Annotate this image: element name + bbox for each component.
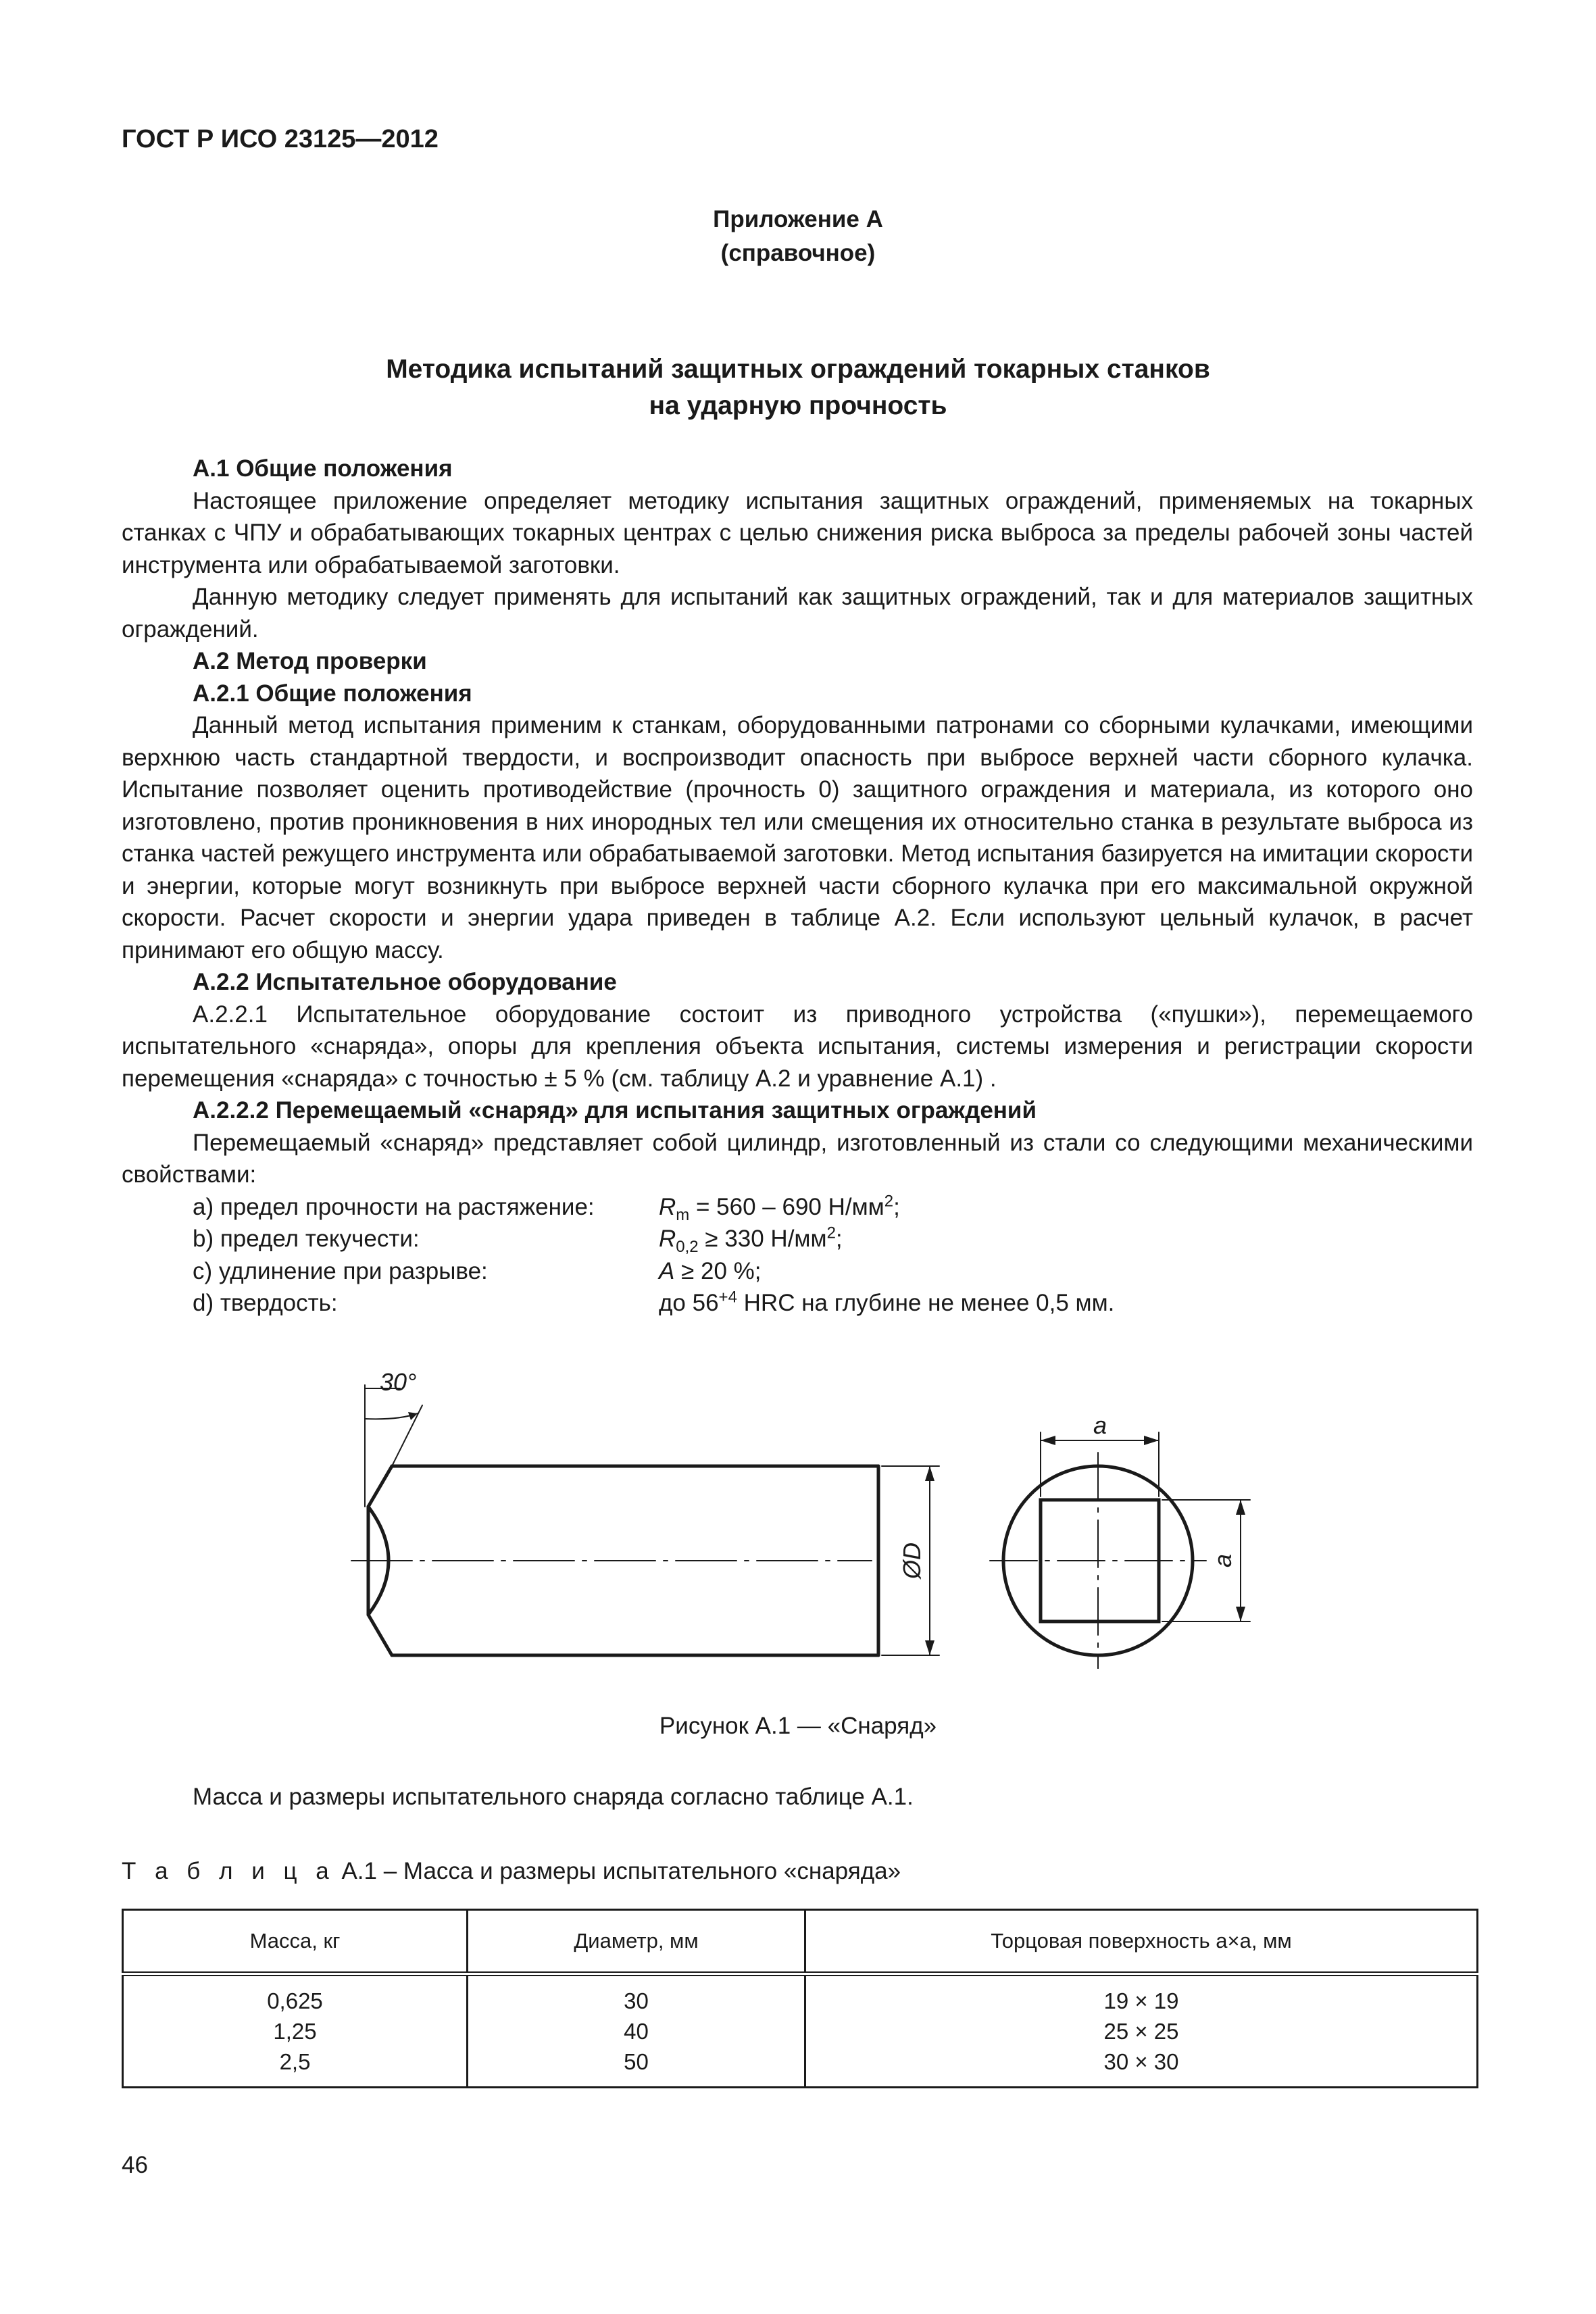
property-label: b) предел текучести: [193, 1226, 420, 1252]
table-row [123, 2046, 1478, 2088]
property-label: a) предел прочности на растяжение: [193, 1193, 595, 1220]
cell-diameter: 30 [468, 1974, 805, 2017]
section-a2-heading: А.2 Метод проверки [193, 648, 427, 674]
property-label: d) твердость: [193, 1290, 338, 1316]
side-a-label-top: a [1093, 1411, 1107, 1439]
section-a21-paragraph: Данный метод испытания применим к станкам, оборудованными патронами со сборными кулачками, имеющими верхнюю часть стандартной твердости, и воспроизводит опасность при выбросе верхней части сборного кулачка. Испытание позволяет оценить противодействие (прочность 0) защитного ограждения и материала, из которого оно изготовлено, против проникновения в них инородных тел или смещения их относительно станка в результате выброса из станка частей режущего инструмента или обрабатываемой заготовки. Метод испытания базируется на имитации скорости и энергии, которые могут возникнуть при выбросе верхней части сборного кулачка при его максимальной окружной скорости. Расчет скорости и энергии удара приведен в таблице А.2. Если используют цельный кулачок, в расчет принимают его общую массу. [122, 712, 1473, 963]
cell-face: 30 × 30 [805, 2046, 1478, 2088]
cell-mass: 0,625 [123, 1974, 468, 2017]
property-value: до $56^{+4}$ HRC на глубине не менее 0,5 мм. [659, 1288, 1115, 1316]
property-row [122, 1287, 1473, 1319]
header-face: Торцовая поверхность a×a, мм [805, 1910, 1478, 1974]
projectile-table [122, 1909, 1478, 2088]
header-diameter: Диаметр, мм [468, 1910, 805, 1974]
section-a1-paragraph-2: Данную методику следует применять для испытаний как защитных ограждений, так и для материалов защитных ограждений. [122, 584, 1473, 643]
title-line-1: Методика испытаний защитных ограждений токарных станков [386, 355, 1210, 384]
body-text [122, 453, 1473, 1319]
projectile-end-view [990, 1453, 1206, 1669]
property-label: c) удлинение при разрыве: [193, 1257, 488, 1284]
table-caption-prefix: Т а б л и ц а [122, 1858, 335, 1884]
cell-face: 25 × 25 [805, 2016, 1478, 2046]
property-row [122, 1191, 1473, 1224]
mass-reference-text: Масса и размеры испытательного снаряда согласно таблице А.1. [193, 1784, 914, 1810]
figure-caption: Рисунок А.1 — «Снаряд» [659, 1713, 937, 1739]
page-number: 46 [122, 2152, 148, 2178]
property-value: $R_{0,2} \ge 330$ $Н/мм^2$; [659, 1224, 843, 1256]
projectile-drawing [338, 1365, 1311, 1669]
title-line-2: на ударную прочность [649, 391, 947, 420]
table-header-row [123, 1910, 1478, 1974]
property-value: A ≥ 20 %; [659, 1257, 762, 1284]
property-row [122, 1255, 1473, 1288]
side-a-dimension [1041, 1432, 1250, 1621]
property-value: $R_m = 560 - 690$ $Н/мм^2$; [659, 1191, 900, 1224]
annex-heading [0, 203, 1596, 270]
side-a-label-right: a [1209, 1553, 1237, 1568]
cell-mass: 1,25 [123, 2016, 468, 2046]
header-mass: Масса, кг [123, 1910, 468, 1974]
section-a22-heading: А.2.2 Испытательное оборудование [193, 969, 617, 995]
document-title [0, 351, 1596, 424]
section-a222-heading: А.2.2.2 Перемещаемый «снаряд» для испытания защитных ограждений [193, 1097, 1037, 1124]
section-a1-heading: А.1 Общие положения [193, 455, 453, 482]
annex-type: (справочное) [720, 240, 876, 266]
table-row [123, 2016, 1478, 2046]
standard-code: ГОСТ Р ИСО 23125—2012 [122, 125, 439, 153]
section-a21-heading: А.2.1 Общие положения [193, 680, 472, 707]
cell-mass: 2,5 [123, 2046, 468, 2088]
property-row [122, 1223, 1473, 1255]
annex-label: Приложение А [713, 206, 883, 232]
table-caption [122, 1858, 901, 1885]
cell-face: 19 × 19 [805, 1974, 1478, 2017]
section-a222-paragraph: Перемещаемый «снаряд» представляет собой цилиндр, изготовленный из стали со следующими механическими свойствами: [122, 1129, 1473, 1188]
table-caption-text: А.1 – Масса и размеры испытательного «снаряда» [334, 1858, 901, 1884]
angle-dimension [365, 1385, 422, 1507]
section-a1-paragraph-1: Настоящее приложение определяет методику испытания защитных ограждений, применяемых на токарных станках с ЧПУ и обрабатывающих токарных центрах с целью снижения риска выброса за пределы рабочей зоны частей инструмента или обрабатываемой заготовки. [122, 487, 1473, 578]
diameter-label: ØD [898, 1542, 926, 1579]
cell-diameter: 50 [468, 2046, 805, 2088]
cell-diameter: 40 [468, 2016, 805, 2046]
section-a221-paragraph: А.2.2.1 Испытательное оборудование состоит из приводного устройства («пушки»), перемещаемого испытательного «снаряда», опоры для крепления объекта испытания, системы измерения и регистрации скорости перемещения «снаряда» с точностью ± 5 % (см. таблицу А.2 и уравнение А.1) . [122, 1001, 1473, 1092]
angle-label: 30° [380, 1368, 417, 1396]
table-row [123, 1974, 1478, 2017]
